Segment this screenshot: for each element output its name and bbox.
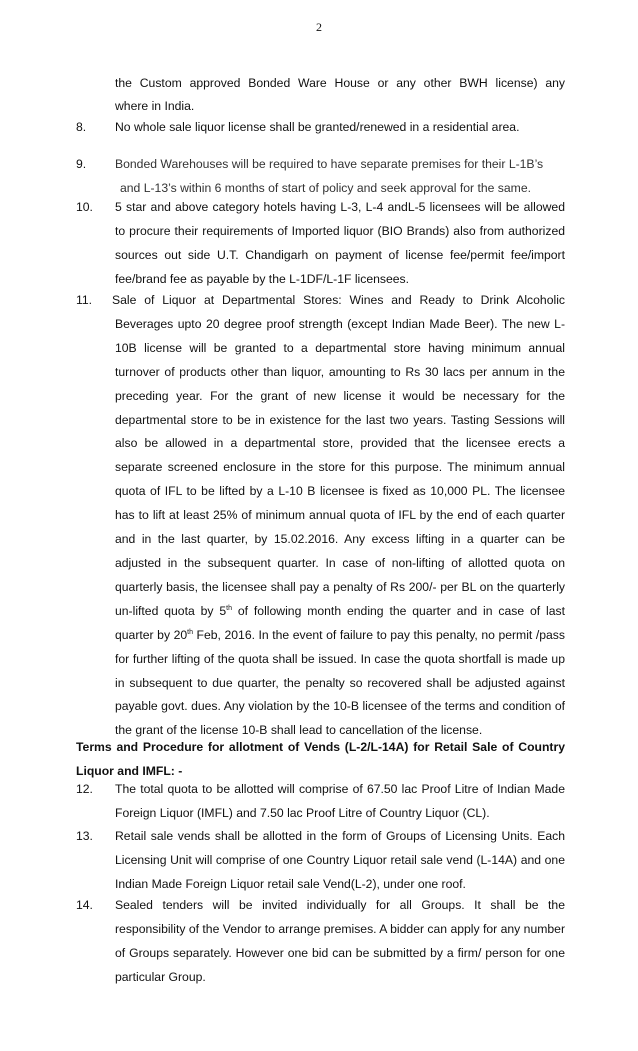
list-item-8 <box>76 116 565 140</box>
item-number: 12. <box>76 782 93 796</box>
item-text-part-1: Sale of Liquor at Departmental Stores: Wines and Ready to Drink Alcoholic Beverages upto 20 degree proof strength (except Indian Made Beer). The new L-10B license will be granted to a departmental store having minimum annual turnover of products other than liquor, amounting to Rs 30 lacs per annum in the preceding year. For the grant of new license it would be necessary for the departmental store to be in existence for the last two years. Tasting Sessions will also be allowed in a departmental store, provided that the licensee erects a separate screened enclosure in the store for this purpose. The minimum annual quota of IFL to be lifted by a L-10 B licensee is fixed as 10,000 PL. The licensee has to lift at least 25% of minimum annual quota of IFL by the end of each quarter and in the last quarter, by 15.02.2016. Any excess lifting in a quarter can be adjusted in the subsequent quarter. In case of non-lifting of allotted quota on quarterly basis, the licensee shall pay a penalty of Rs 200/- per BL on the quarterly un-lifted quota by 5 <box>112 293 565 618</box>
item-number: 14. <box>76 898 93 912</box>
continuation-line-2: where in India. <box>115 99 195 113</box>
item-text: Retail sale vends shall be allotted in the form of Groups of Licensing Units. Each Licensing Unit will comprise of one Country Liquor retail sale vend (L-14A) and one Indian Made Foreign Liquor retail sale Vend(L-2), under one roof. <box>115 829 565 891</box>
item-text: 5 star and above category hotels having L-3, L-4 andL-5 licensees will be allowed to procure their requirements of Imported liquor (BIO Brands) also from authorized sources out side U.T. Chandigarh on payment of license fee/permit fee/import fee/brand fee as payable by the L-1DF/L-1F licensees. <box>115 200 565 286</box>
item-text <box>112 289 565 743</box>
item-text-line-1: Bonded Warehouses will be required to have separate premises for their L-1B’s <box>115 157 544 171</box>
item-number: 13. <box>76 829 93 843</box>
list-item-14 <box>76 894 565 990</box>
item-text <box>115 152 565 200</box>
superscript-th: th <box>187 628 193 636</box>
list-item-11 <box>76 289 565 743</box>
list-item-10 <box>76 196 565 292</box>
continuation-paragraph <box>115 72 565 118</box>
item-text: No whole sale liquor license shall be granted/renewed in a residential area. <box>115 120 520 134</box>
page-number: 2 <box>316 20 322 34</box>
item-text-line-2: and L-13’s within 6 months of start of policy and seek approval for the same. <box>120 181 531 195</box>
section-heading: Terms and Procedure for allotment of Vends (L-2/L-14A) for Retail Sale of Country Liquor and IMFL: - <box>76 740 565 778</box>
item-number: 9. <box>76 157 87 171</box>
list-item-9 <box>76 152 565 200</box>
item-number: 10. <box>76 200 93 214</box>
item-number: 11. <box>76 293 93 307</box>
item-text-part-2: of following month ending the quarter and in case of last quarter by 20 <box>115 603 565 642</box>
continuation-line-1: the Custom approved Bonded Ware House or any other BWH license) any <box>115 76 565 90</box>
list-item-12 <box>76 778 565 826</box>
item-text-part-3: Feb, 2016. In the event of failure to pay this penalty, no permit /pass for further lifting of the quota shall be issued. In case the quota shortfall is made up in subsequent to due quarter, the penalty so recovered shall be adjusted against payable govt. dues. Any violation by the 10-B licensee of the terms and condition of the grant of the license 10-B shall lead to cancellation of the license. <box>115 627 565 738</box>
item-text: Sealed tenders will be invited individually for all Groups. It shall be the responsibility of the Vendor to arrange premises. A bidder can apply for any number of Groups separately. However one bid can be submitted by a firm/ person for one particular Group. <box>115 898 565 984</box>
item-text: The total quota to be allotted will comprise of 67.50 lac Proof Litre of Indian Made Foreign Liquor (IMFL) and 7.50 lac Proof Litre of Country Liquor (CL). <box>115 782 565 820</box>
item-number: 8. <box>76 120 87 134</box>
list-item-13 <box>76 825 565 897</box>
superscript-th: th <box>226 604 232 612</box>
